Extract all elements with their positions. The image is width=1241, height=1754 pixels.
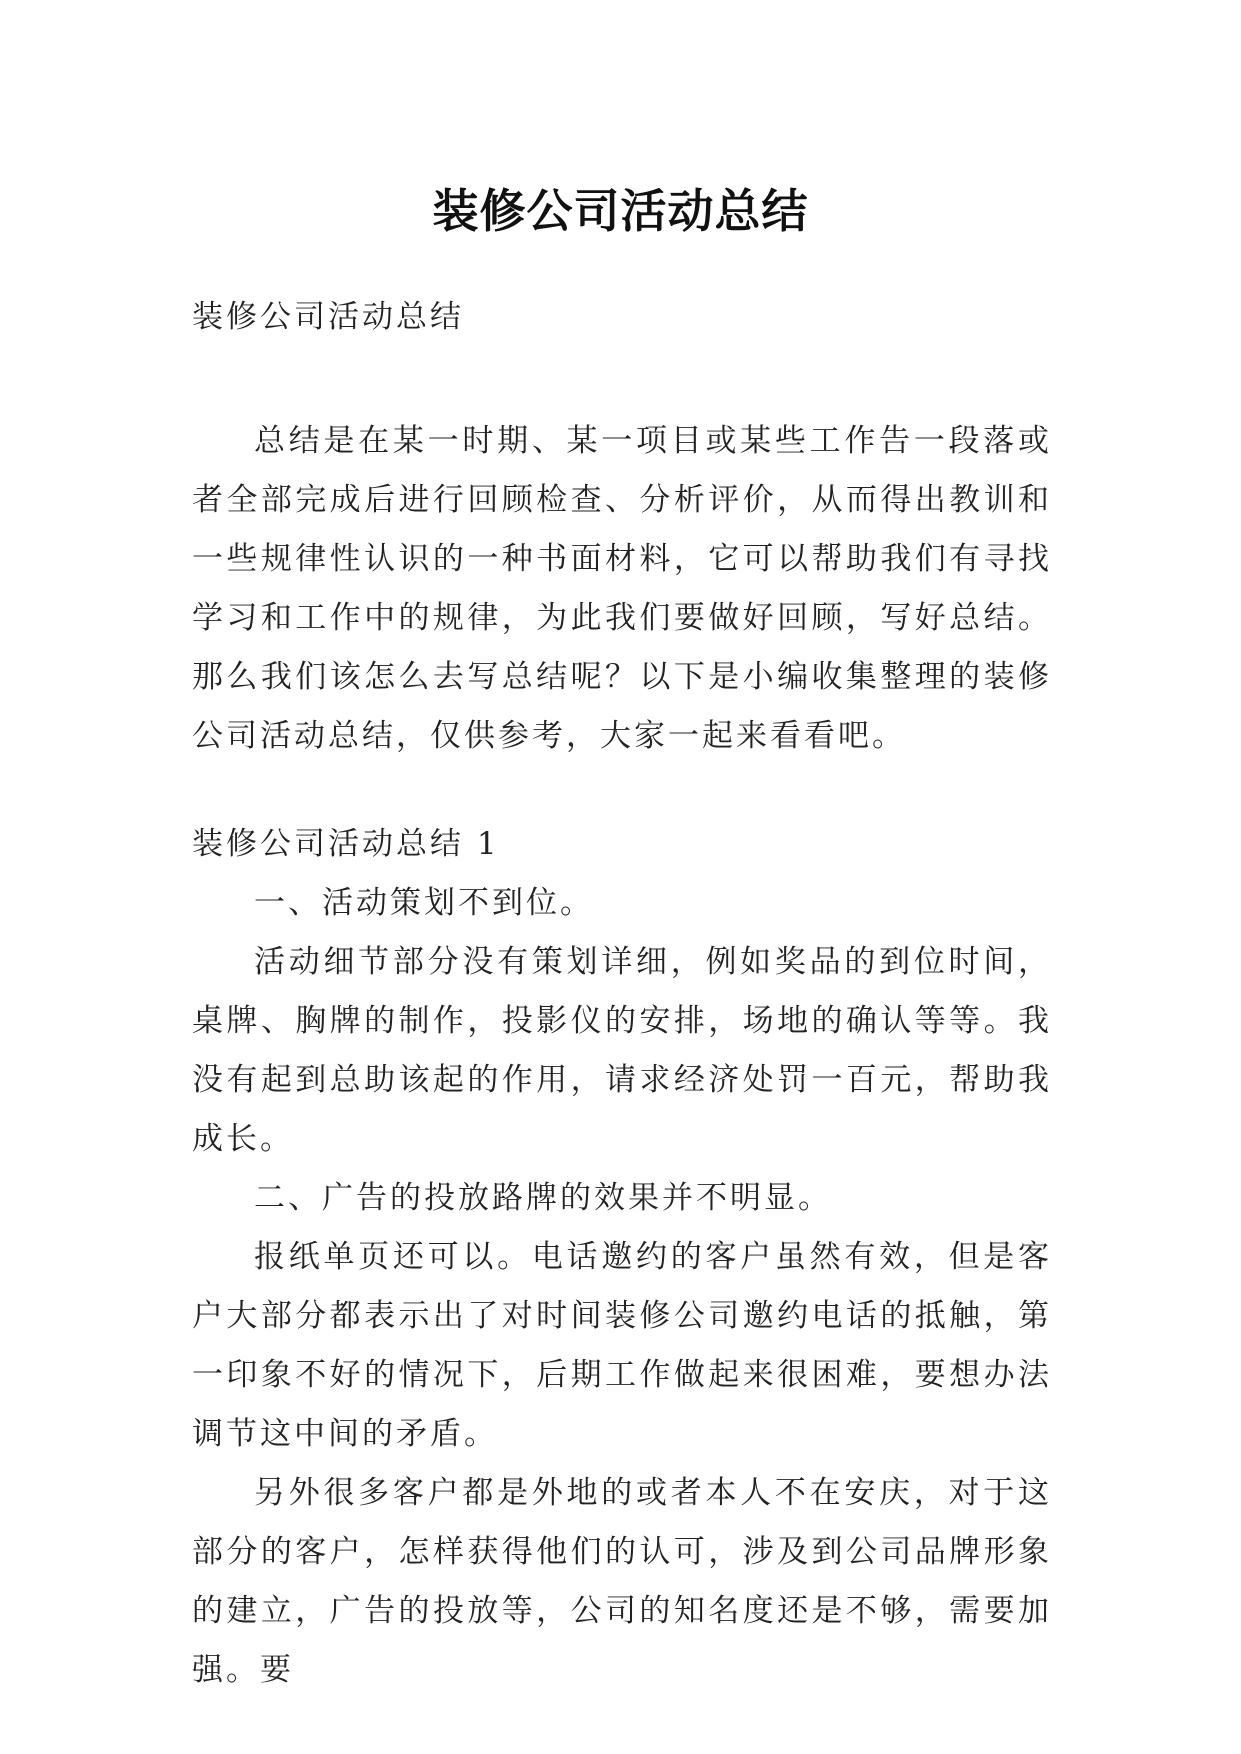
section-heading-2: 二、广告的投放路牌的效果并不明显。	[254, 1180, 832, 1216]
intro-paragraph: 总结是在某一时期、某一项目或某些工作告一段落或者全部完成后进行回顾检查、分析评价，从而得出教训和一些规律性认识的一种书面材料，它可以帮助我们有寻找学习和工作中的规律，为此我们要做好回顾，写好总结。那么我们该怎么去写总结呢？以下是小编收集整理的装修公司活动总结，仅供参考，大家一起来看看吧。	[192, 423, 1052, 754]
section-paragraph: 活动细节部分没有策划详细，例如奖品的到位时间，桌牌、胸牌的制作，投影仪的安排，场地的确认等等。我没有起到总助该起的作用，请求经济处罚一百元，帮助我成长。	[192, 944, 1052, 1157]
document-title: 装修公司活动总结	[432, 183, 809, 238]
section-title: 装修公司活动总结 1	[192, 826, 500, 862]
section-1	[192, 815, 1052, 1700]
document-subtitle: 装修公司活动总结	[192, 299, 464, 335]
section-paragraph: 另外很多客户都是外地的或者本人不在安庆，对于这部分的客户，怎样获得他们的认可，涉及到公司品牌形象的建立，广告的投放等，公司的知名度还是不够，需要加强。要	[192, 1475, 1052, 1688]
intro-block	[192, 412, 1052, 766]
section-heading-1: 一、活动策划不到位。	[254, 885, 594, 921]
section-paragraph: 报纸单页还可以。电话邀约的客户虽然有效，但是客户大部分都表示出了对时间装修公司邀约电话的抵触，第一印象不好的情况下，后期工作做起来很困难，要想办法调节这中间的矛盾。	[192, 1239, 1052, 1452]
